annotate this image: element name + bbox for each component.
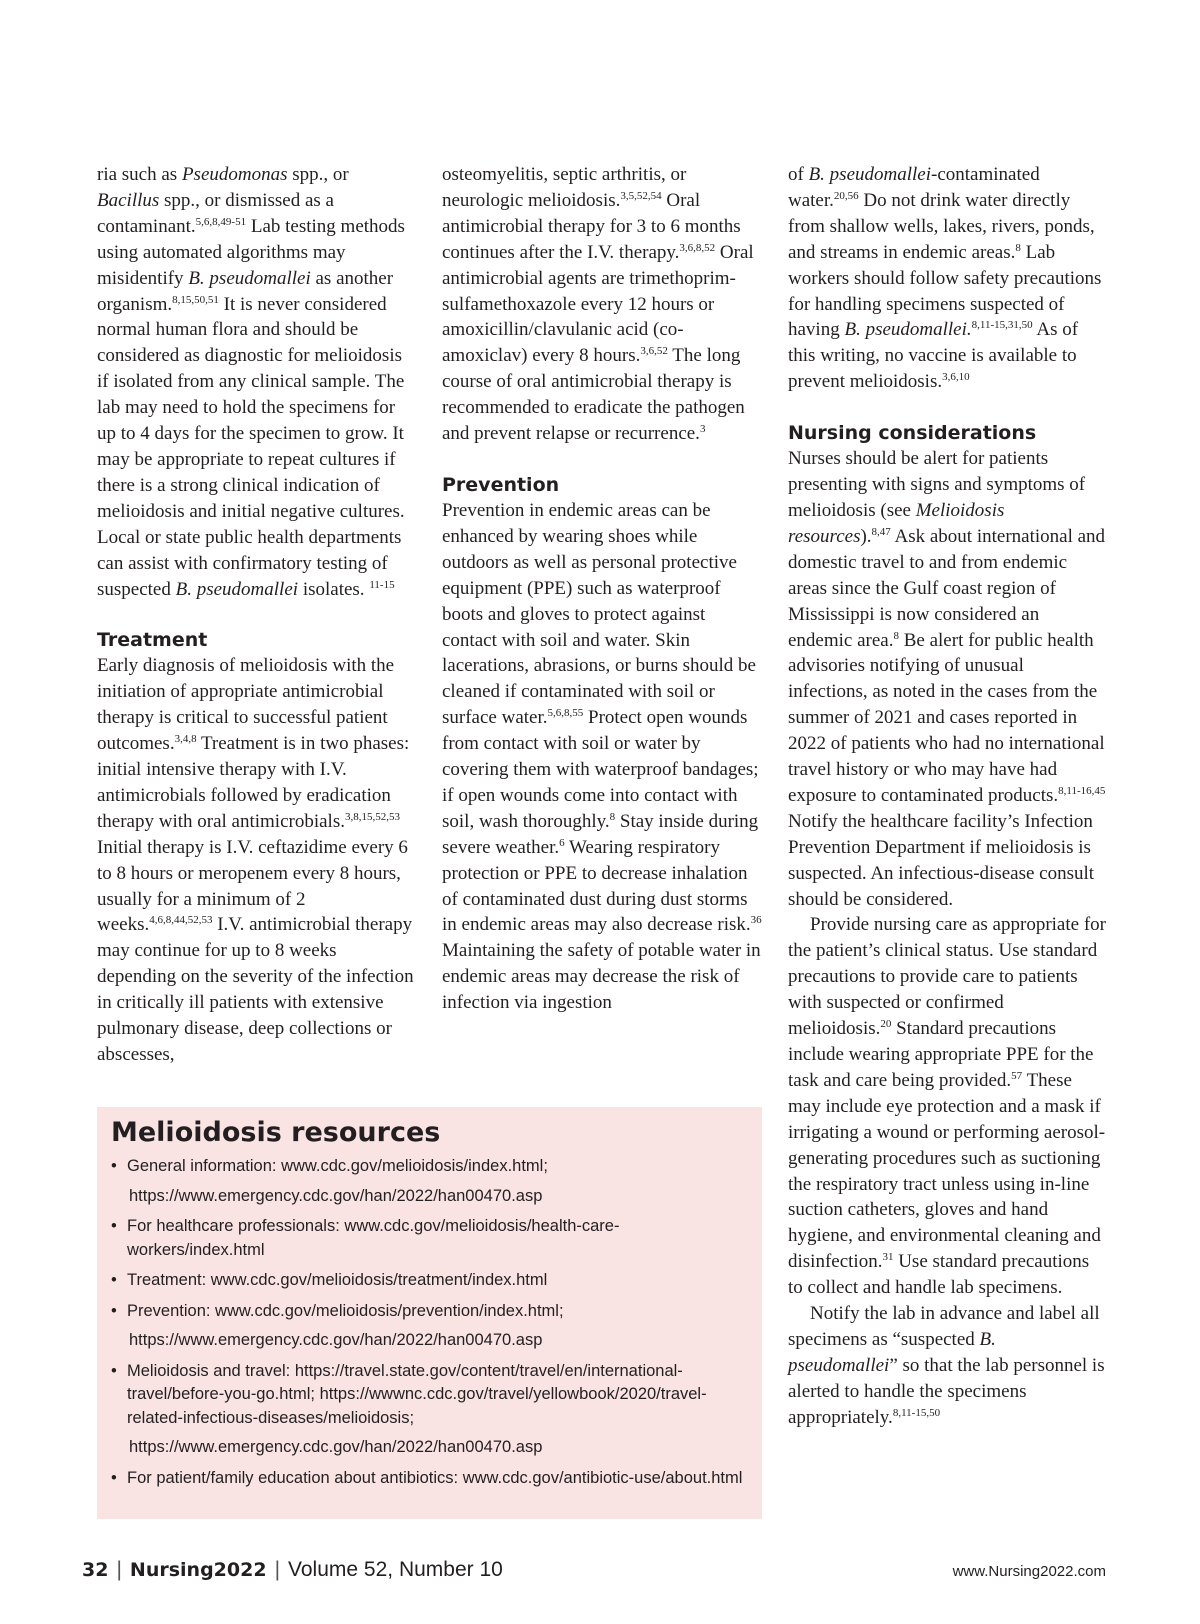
heading-prevention: Prevention <box>442 473 560 496</box>
text-run: spp., or <box>287 164 349 185</box>
heading-treatment: Treatment <box>97 629 208 652</box>
italic-term: Bacillus <box>97 189 160 211</box>
resource-item <box>111 1269 748 1293</box>
citation-reference: 5,6,8,55 <box>547 707 584 720</box>
col2-paragraph-2 <box>442 498 762 1016</box>
col3-paragraph-4 <box>788 1301 1106 1431</box>
citation-reference: 8,11-15,50 <box>892 1406 941 1419</box>
text-run: Notify the lab in advance and label all specimens as “suspected <box>788 1303 1100 1350</box>
footer-separator: | <box>116 1558 122 1581</box>
col1-paragraph-2 <box>97 653 415 1068</box>
text-run: Prevention in endemic areas can be enhanced by wearing shoes while outdoors as well as personal protective equipment (PPE) such as waterproof boots and gloves to protect against contact with soil and water. Skin lacerations, abrasions, or burns should be cleaned if contaminated with soil or surface water. <box>442 499 756 729</box>
italic-term: B. pseudomallei. <box>844 319 972 341</box>
citation-reference: 20 <box>880 1018 892 1031</box>
resource-link-continued[interactable]: https://www.emergency.cdc.gov/han/2022/han00470.asp <box>129 1331 543 1349</box>
citation-reference: 8,11-16,45 <box>1058 784 1106 797</box>
citation-reference: 8 <box>893 629 899 642</box>
bullet-icon: • <box>111 1217 117 1235</box>
text-run: as another organism. <box>97 267 394 315</box>
column-1 <box>97 162 415 1068</box>
issue-info: Volume 52, Number 10 <box>288 1558 503 1581</box>
text-run: Wearing respiratory protection or PPE to decrease inhalation of contaminated dust during dust storms in endemic areas may also decrease risk. <box>442 836 751 936</box>
citation-reference: 8 <box>1015 241 1021 254</box>
col1-paragraph-1 <box>97 162 415 602</box>
heading-nursing-considerations: Nursing considerations <box>788 422 1037 445</box>
col2-paragraph-1 <box>442 162 762 447</box>
text-run: of <box>788 164 809 185</box>
resource-item <box>111 1215 748 1262</box>
text-run: Do not drink water directly from shallow wells, lakes, rivers, ponds, and streams in endemic areas. <box>788 189 1095 263</box>
citation-reference: 8,15,50,51 <box>172 293 219 306</box>
italic-term: B. pseudomallei <box>188 267 311 289</box>
resource-link[interactable]: For patient/family education about antibiotics: www.cdc.gov/antibiotic-use/about.html <box>127 1468 743 1487</box>
text-run: -contaminated water. <box>788 164 1040 211</box>
magazine-name: Nursing2022 <box>129 1559 267 1581</box>
footer-separator-2: | <box>274 1558 281 1581</box>
text-run: Lab testing methods using automated algorithms may misidentify <box>97 215 405 289</box>
melioidosis-resources-box <box>97 1107 762 1519</box>
text-run: ” so that the lab personnel is alerted to handle the specimens appropriately. <box>788 1354 1105 1428</box>
text-run: ria such as <box>97 164 182 185</box>
text-run: osteomyelitis, septic arthritis, or neurologic melioidosis. <box>442 164 687 211</box>
citation-reference: 3,4,8 <box>174 733 197 746</box>
text-run: Nurses should be alert for patients presenting with signs and symptoms of melioidosis (see <box>788 448 1086 521</box>
resource-item <box>111 1155 748 1208</box>
text-run: As of this writing, no vaccine is available to prevent melioidosis. <box>788 319 1079 393</box>
text-run: Provide nursing care as appropriate for the patient’s clinical status. Use standard precautions to provide care to patients with suspected or confirmed melioidosis. <box>788 914 1106 1040</box>
text-run: Oral antimicrobial therapy for 3 to 6 months continues after the I.V. therapy. <box>442 189 741 263</box>
text-run: Stay inside during severe weather. <box>442 810 759 858</box>
footer-website[interactable]: www.Nursing2022.com <box>952 1563 1106 1580</box>
citation-reference: 3 <box>699 423 706 436</box>
text-run: ). <box>860 525 872 547</box>
resource-link[interactable]: Melioidosis and travel: https://travel.state.gov/content/travel/en/international-travel/before-you-go.html; https://wwwnc.cdc.gov/travel/yellowbook/2020/travel-related-infectious-diseases/melioidosis; <box>127 1361 707 1427</box>
resources-title: Melioidosis resources <box>111 1117 441 1148</box>
citation-reference: 8,11-15,31,50 <box>971 319 1033 332</box>
italic-term: Melioidosis resources <box>788 499 1005 547</box>
resource-link-continued[interactable]: https://www.emergency.cdc.gov/han/2022/han00470.asp <box>129 1438 543 1456</box>
text-run: Standard precautions include wearing appropriate PPE for the task and care being provided. <box>788 1018 1094 1091</box>
text-run: Early diagnosis of melioidosis with the initiation of appropriate antimicrobial therapy is critical to successful patient outcomes. <box>97 655 395 755</box>
column-3 <box>788 162 1106 1431</box>
text-run: Use standard precautions to collect and handle lab specimens. <box>788 1251 1090 1299</box>
italic-term: B. pseudomallei <box>808 164 932 185</box>
bullet-icon: • <box>111 1301 117 1320</box>
col3-paragraph-2 <box>788 446 1106 912</box>
footer-folio <box>82 1558 503 1582</box>
resource-item <box>111 1360 748 1460</box>
resource-link[interactable]: Prevention: www.cdc.gov/melioidosis/prevention/index.html; <box>127 1301 564 1320</box>
citation-reference: 3,6,10 <box>942 371 970 384</box>
resource-item <box>111 1467 748 1491</box>
text-run: It is never considered normal human flora and should be considered as diagnostic for melioidosis if isolated from any clinical sample. The lab may need to hold the specimens for up to 4 days for the specimen to grow. It may be appropriate to repeat cultures if there is a strong clinical indication of melioidosis and initial negative cultures. Local or state public health departments can assist with confirmatory testing of suspected <box>97 293 405 600</box>
bullet-icon: • <box>111 1157 117 1175</box>
column-2 <box>442 162 762 1016</box>
text-run: Initial therapy is I.V. ceftazidime every 6 to 8 hours or meropenem every 8 hours, usually for a minimum of 2 weeks. <box>97 836 408 936</box>
page-number: 32 <box>82 1559 109 1581</box>
resource-link-continued[interactable]: https://www.emergency.cdc.gov/han/2022/han00470.asp <box>129 1186 543 1205</box>
citation-reference: 57 <box>1011 1069 1023 1082</box>
resource-item <box>111 1300 748 1353</box>
citation-reference: 31 <box>882 1251 894 1264</box>
text-run: spp., or dismissed as a contaminant. <box>97 189 334 237</box>
text-run: Maintaining the safety of potable water in endemic areas may decrease the risk of infection via ingestion <box>442 940 761 1014</box>
col3-paragraph-3 <box>788 912 1106 1301</box>
text-run: Treatment is in two phases: initial intensive therapy with I.V. antimicrobials followed by eradication therapy with oral antimicrobials. <box>97 733 410 832</box>
col3-paragraph-1 <box>788 162 1106 395</box>
text-run: I.V. antimicrobial therapy may continue for up to 8 weeks depending on the severity of the infection in critically ill patients with extensive pulmonary disease, deep collections or abscesses, <box>97 914 414 1065</box>
resource-link[interactable]: General information: www.cdc.gov/melioidosis/index.html; <box>127 1157 548 1175</box>
text-run: Be alert for public health advisories notifying of unusual infections, as noted in the cases from the summer of 2021 and cases reported in 2022 of patients who had no international travel history or who may have had exposure to contaminated products. <box>788 629 1105 806</box>
citation-reference: 3,5,52,54 <box>620 189 662 202</box>
italic-term: Pseudomonas <box>181 164 288 185</box>
text-run: The long course of oral antimicrobial therapy is recommended to eradicate the pathogen and prevent relapse or recurrence. <box>442 345 745 445</box>
citation-reference: 3,6,52 <box>640 345 668 358</box>
citation-reference: 8 <box>609 810 616 823</box>
bullet-icon: • <box>111 1271 117 1289</box>
italic-term: B. pseudomallei <box>175 578 299 600</box>
citation-reference: 8,47 <box>871 525 891 538</box>
text-run: Protect open wounds from contact with soil or water by covering them with waterproof bandages; if open wounds come into contact with soil, wash thoroughly. <box>442 707 759 832</box>
resource-link[interactable]: Treatment: www.cdc.gov/melioidosis/treatment/index.html <box>127 1271 548 1289</box>
resources-list <box>111 1155 748 1490</box>
citation-reference: 6 <box>559 836 565 849</box>
citation-reference: 4,6,8,44,52,53 <box>149 914 213 927</box>
citation-reference: 20,56 <box>833 189 859 202</box>
citation-reference: 11-15 <box>369 578 395 591</box>
text-run: isolates. <box>298 578 370 600</box>
italic-term: B. pseudomallei <box>788 1328 996 1376</box>
citation-reference: 3,6,8,52 <box>679 241 716 254</box>
text-run: These may include eye protection and a mask if irrigating a wound or performing aerosol-generating procedures such as suctioning the respiratory tract unless using in-line suction catheters, gloves and hand hygiene, and environmental cleaning and disinfection. <box>788 1069 1106 1273</box>
bullet-icon: • <box>111 1361 117 1380</box>
bullet-icon: • <box>111 1468 117 1487</box>
text-run: Ask about international and domestic travel to and from endemic areas since the Gulf coast region of Mississippi is now considered an endemic area. <box>788 525 1106 651</box>
citation-reference: 3,8,15,52,53 <box>344 810 400 823</box>
text-run: Oral antimicrobial agents are trimethoprim-sulfamethoxazole every 12 hours or amoxicillin/clavulanic acid (co-amoxiclav) every 8 hours. <box>442 241 754 367</box>
citation-reference: 5,6,8,49-51 <box>195 215 247 228</box>
text-run: Lab workers should follow safety precautions for handling specimens suspected of having <box>788 241 1102 341</box>
citation-reference: 36 <box>750 914 762 927</box>
text-run: Notify the healthcare facility’s Infection Prevention Department if melioidosis is suspected. An infectious-disease consult should be considered. <box>788 810 1095 910</box>
resource-link[interactable]: For healthcare professionals: www.cdc.gov/melioidosis/health-care-workers/index.html <box>127 1217 620 1259</box>
